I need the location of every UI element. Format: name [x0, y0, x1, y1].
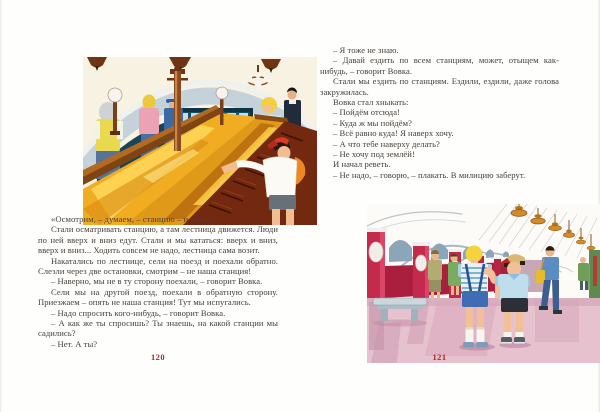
- paragraph: – Надо спросить кого-нибудь, – говорит Вовка.: [51, 307, 226, 318]
- paragraph: Вовка стал хныкать:: [333, 97, 409, 108]
- paragraph: – Нет. А ты?: [51, 338, 98, 349]
- paragraph: – Я тоже не знаю.: [333, 45, 399, 55]
- paragraph: Накатались по лестнице, сели на поезд и поехали обратно. Слезли через две остановки, смотрим – не наша станция!: [38, 255, 278, 277]
- paragraph: И начал реветь.: [333, 159, 391, 170]
- paragraph: – Не хочу под землёй!: [333, 149, 415, 160]
- page-number-right: 121: [432, 352, 447, 362]
- right-page-text: [320, 45, 559, 180]
- paragraph: Стали мы ездить по станциям. Ездили, ездили, даже голова закружилась.: [320, 76, 559, 97]
- metro-escalator-illustration: [83, 57, 317, 225]
- right-illustration-metro-hall: [367, 204, 600, 363]
- paragraph: – Куда ж мы пойдём?: [333, 117, 412, 128]
- paragraph: – А что тебе наверху делать?: [333, 138, 440, 149]
- left-illustration-metro-escalator: [83, 57, 317, 225]
- left-page-text: [38, 214, 278, 349]
- paragraph: – Не надо, – говорю, – плакать. В милицию заберут.: [333, 169, 526, 180]
- page-edge-left: [0, 0, 2, 412]
- paragraph: – Пойдём отсюда!: [333, 107, 401, 118]
- paragraph: – А как же ты спросишь? Ты знаешь, на какой станции мы садились?: [38, 318, 278, 339]
- paragraph: «Осмотрим, – думаем, – станцию – и назад».: [51, 214, 218, 224]
- paragraph: Сели мы на другой поезд, поехали в обратную сторону. Приезжаем – опять не наша станция! Тут мы испугались.: [38, 286, 278, 308]
- paragraph: – Давай ездить по всем станциям, может, отыщем как-нибудь, – говорит Вовка.: [320, 55, 559, 76]
- paragraph: – Наверно, мы не в ту сторону поехали, – говорит Вовка.: [51, 276, 263, 287]
- page-number-left: 120: [151, 352, 165, 362]
- metro-hall-illustration: [367, 204, 600, 363]
- paragraph: – Всё равно куда! Я наверх хочу.: [333, 128, 454, 139]
- paragraph: Стали осматривать станцию, а там лестница движется. Люди по ней вверх и вниз едут. Стали и мы кататься: вверх и вниз, вверх и вниз... Ходить совсем не надо, лестница сама возит.: [38, 224, 278, 256]
